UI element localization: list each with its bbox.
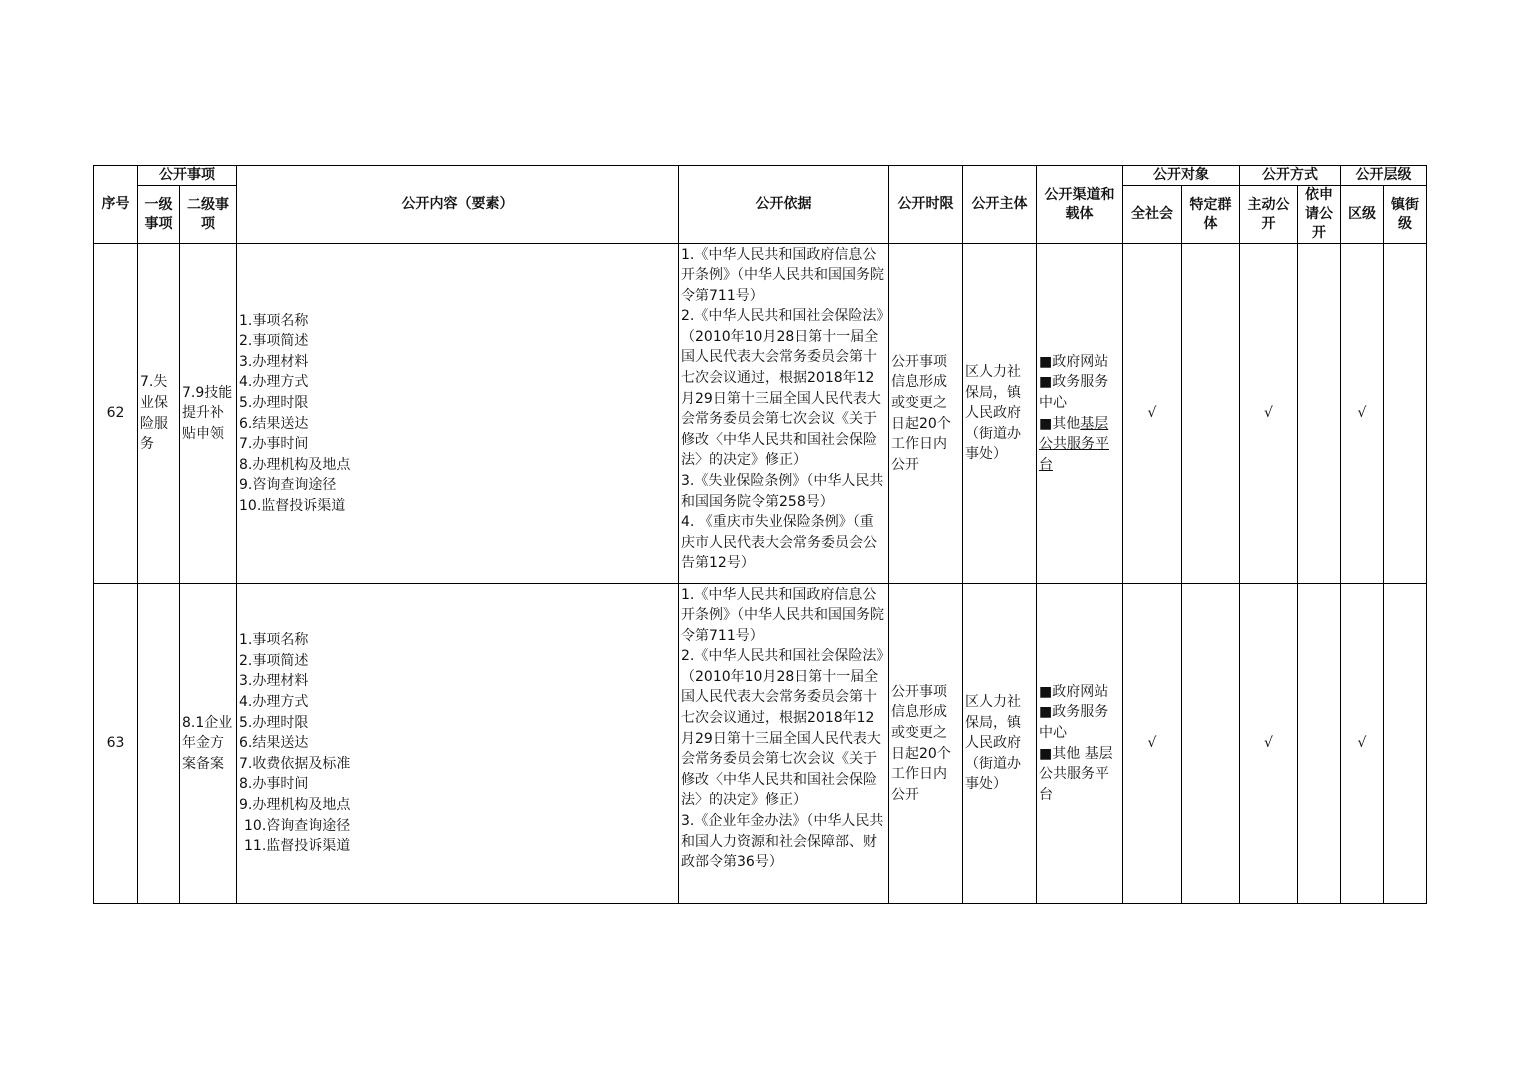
- row-level1: [138, 584, 180, 904]
- channel-other-prefix: ■其他: [1039, 745, 1081, 762]
- content-item: 6.结果送达: [239, 415, 309, 432]
- header-level-town: 镇街级: [1384, 186, 1427, 244]
- row-channel: [1037, 244, 1123, 584]
- content-item: 9.咨询查询途径: [239, 477, 337, 494]
- table-row: [94, 584, 1427, 904]
- content-item: 4.办理方式: [239, 374, 309, 391]
- basis-item: 3.《企业年金办法》（中华人民共和国人力资源和社会保障部、财政部令第36号）: [681, 813, 884, 871]
- row-subject: 区人力社保局，镇人民政府（街道办事处）: [963, 244, 1037, 584]
- content-item: 1.事项名称: [239, 632, 309, 649]
- row-level-district: √: [1341, 584, 1384, 904]
- channel-item: ■政府网站: [1039, 353, 1109, 370]
- row-method-request: [1298, 244, 1341, 584]
- content-item: 5.办理时限: [239, 394, 309, 411]
- header-public-items: 公开事项: [138, 166, 237, 186]
- row-method-active: √: [1240, 244, 1298, 584]
- content-item: 10.咨询查询途径: [244, 817, 351, 834]
- row-seq: 62: [94, 244, 138, 584]
- content-item: 3.办理材料: [239, 353, 309, 370]
- header-channel: 公开渠道和载体: [1037, 166, 1123, 244]
- content-item: 11.监督投诉渠道: [244, 838, 351, 855]
- row-target-all: √: [1123, 244, 1182, 584]
- row-seq: 63: [94, 584, 138, 904]
- header-method: 公开方式: [1240, 166, 1341, 186]
- basis-item: 4. 《重庆市失业保险条例》（重庆市人民代表大会常务委员会公告第12号）: [681, 514, 877, 572]
- content-item: 1.事项名称: [239, 312, 309, 329]
- channel-item: ■政府网站: [1039, 683, 1109, 700]
- row-method-active: √: [1240, 584, 1298, 904]
- basis-item: 3.《失业保险条例》（中华人民共和国国务院令第258号）: [681, 473, 884, 510]
- row-basis: [679, 584, 889, 904]
- content-item: 7.收费依据及标准: [239, 755, 351, 772]
- header-method-active: 主动公开: [1240, 186, 1298, 244]
- content-item: 7.办事时间: [239, 436, 309, 453]
- header-target-all: 全社会: [1123, 186, 1182, 244]
- content-item: 4.办理方式: [239, 694, 309, 711]
- header-subject: 公开主体: [963, 166, 1037, 244]
- row-target-all: √: [1123, 584, 1182, 904]
- header-time-limit: 公开时限: [889, 166, 963, 244]
- channel-other: [1039, 414, 1120, 476]
- channel-other-value: 基层公共服务平台: [1039, 745, 1113, 803]
- content-item: 3.办理材料: [239, 673, 309, 690]
- row-time-limit: 公开事项信息形成或变更之日起20个工作日内公开: [889, 244, 963, 584]
- content-item: 9.办理机构及地点: [239, 796, 351, 813]
- row-target-specific: [1182, 584, 1240, 904]
- content-item: 8.办事时间: [239, 776, 309, 793]
- channel-item: ■政务服务中心: [1039, 704, 1109, 741]
- row-subject: 区人力社保局，镇人民政府（街道办事处）: [963, 584, 1037, 904]
- channel-other: [1039, 744, 1120, 806]
- row-level2: 8.1企业年金方案备案: [180, 584, 237, 904]
- header-target: 公开对象: [1123, 166, 1240, 186]
- row-channel: [1037, 584, 1123, 904]
- content-item: 2.事项简述: [239, 333, 309, 350]
- content-list: [239, 630, 676, 857]
- disclosure-table: [93, 165, 1427, 904]
- row-method-request: [1298, 584, 1341, 904]
- row-level1: 7.失业保险服务: [138, 244, 180, 584]
- row-time-limit: 公开事项信息形成或变更之日起20个工作日内公开: [889, 584, 963, 904]
- channel-other-prefix: ■其他: [1039, 415, 1081, 432]
- row-content: [237, 584, 679, 904]
- row-level-town: [1384, 244, 1427, 584]
- content-list: [239, 311, 676, 517]
- header-level2: 二级事项: [180, 186, 237, 244]
- header-level: 公开层级: [1341, 166, 1427, 186]
- header-basis: 公开依据: [679, 166, 889, 244]
- header-seq: 序号: [94, 166, 138, 244]
- basis-item: 1.《中华人民共和国政府信息公开条例》（中华人民共和国国务院令第711号）: [681, 586, 884, 644]
- row-content: [237, 244, 679, 584]
- basis-item: 2.《中华人民共和国社会保险法》（2010年10月28日第十一届全国人民代表大会常务委员会第十七次会议通过，根据2018年12月29日第十三届全国人民代表大会常务委员会第七次会议《关于修改〈中华人民共和国社会保险法〉的决定》修正）: [681, 308, 884, 469]
- header-level1: 一级事项: [138, 186, 180, 244]
- content-item: 5.办理时限: [239, 714, 309, 731]
- row-level-town: [1384, 584, 1427, 904]
- content-item: 10.监督投诉渠道: [239, 497, 346, 514]
- header-content: 公开内容（要素）: [237, 166, 679, 244]
- row-target-specific: [1182, 244, 1240, 584]
- basis-item: 2.《中华人民共和国社会保险法》（2010年10月28日第十一届全国人民代表大会常务委员会第十七次会议通过，根据2018年12月29日第十三届全国人民代表大会常务委员会第七次会议《关于修改〈中华人民共和国社会保险法〉的决定》修正）: [681, 648, 884, 809]
- content-item: 2.事项简述: [239, 652, 309, 669]
- content-item: 6.结果送达: [239, 735, 309, 752]
- basis-item: 1.《中华人民共和国政府信息公开条例》（中华人民共和国国务院令第711号）: [681, 246, 884, 304]
- channel-other-value: 基层公共服务平台: [1039, 415, 1109, 473]
- channel-item: ■政务服务中心: [1039, 374, 1109, 411]
- header-level-district: 区级: [1341, 186, 1384, 244]
- row-basis: [679, 244, 889, 584]
- row-level2: 7.9技能提升补贴申领: [180, 244, 237, 584]
- header-target-specific: 特定群体: [1182, 186, 1240, 244]
- header-method-request: 依申请公开: [1298, 186, 1341, 244]
- row-level-district: √: [1341, 244, 1384, 584]
- content-item: 8.办理机构及地点: [239, 456, 351, 473]
- table-row: [94, 244, 1427, 584]
